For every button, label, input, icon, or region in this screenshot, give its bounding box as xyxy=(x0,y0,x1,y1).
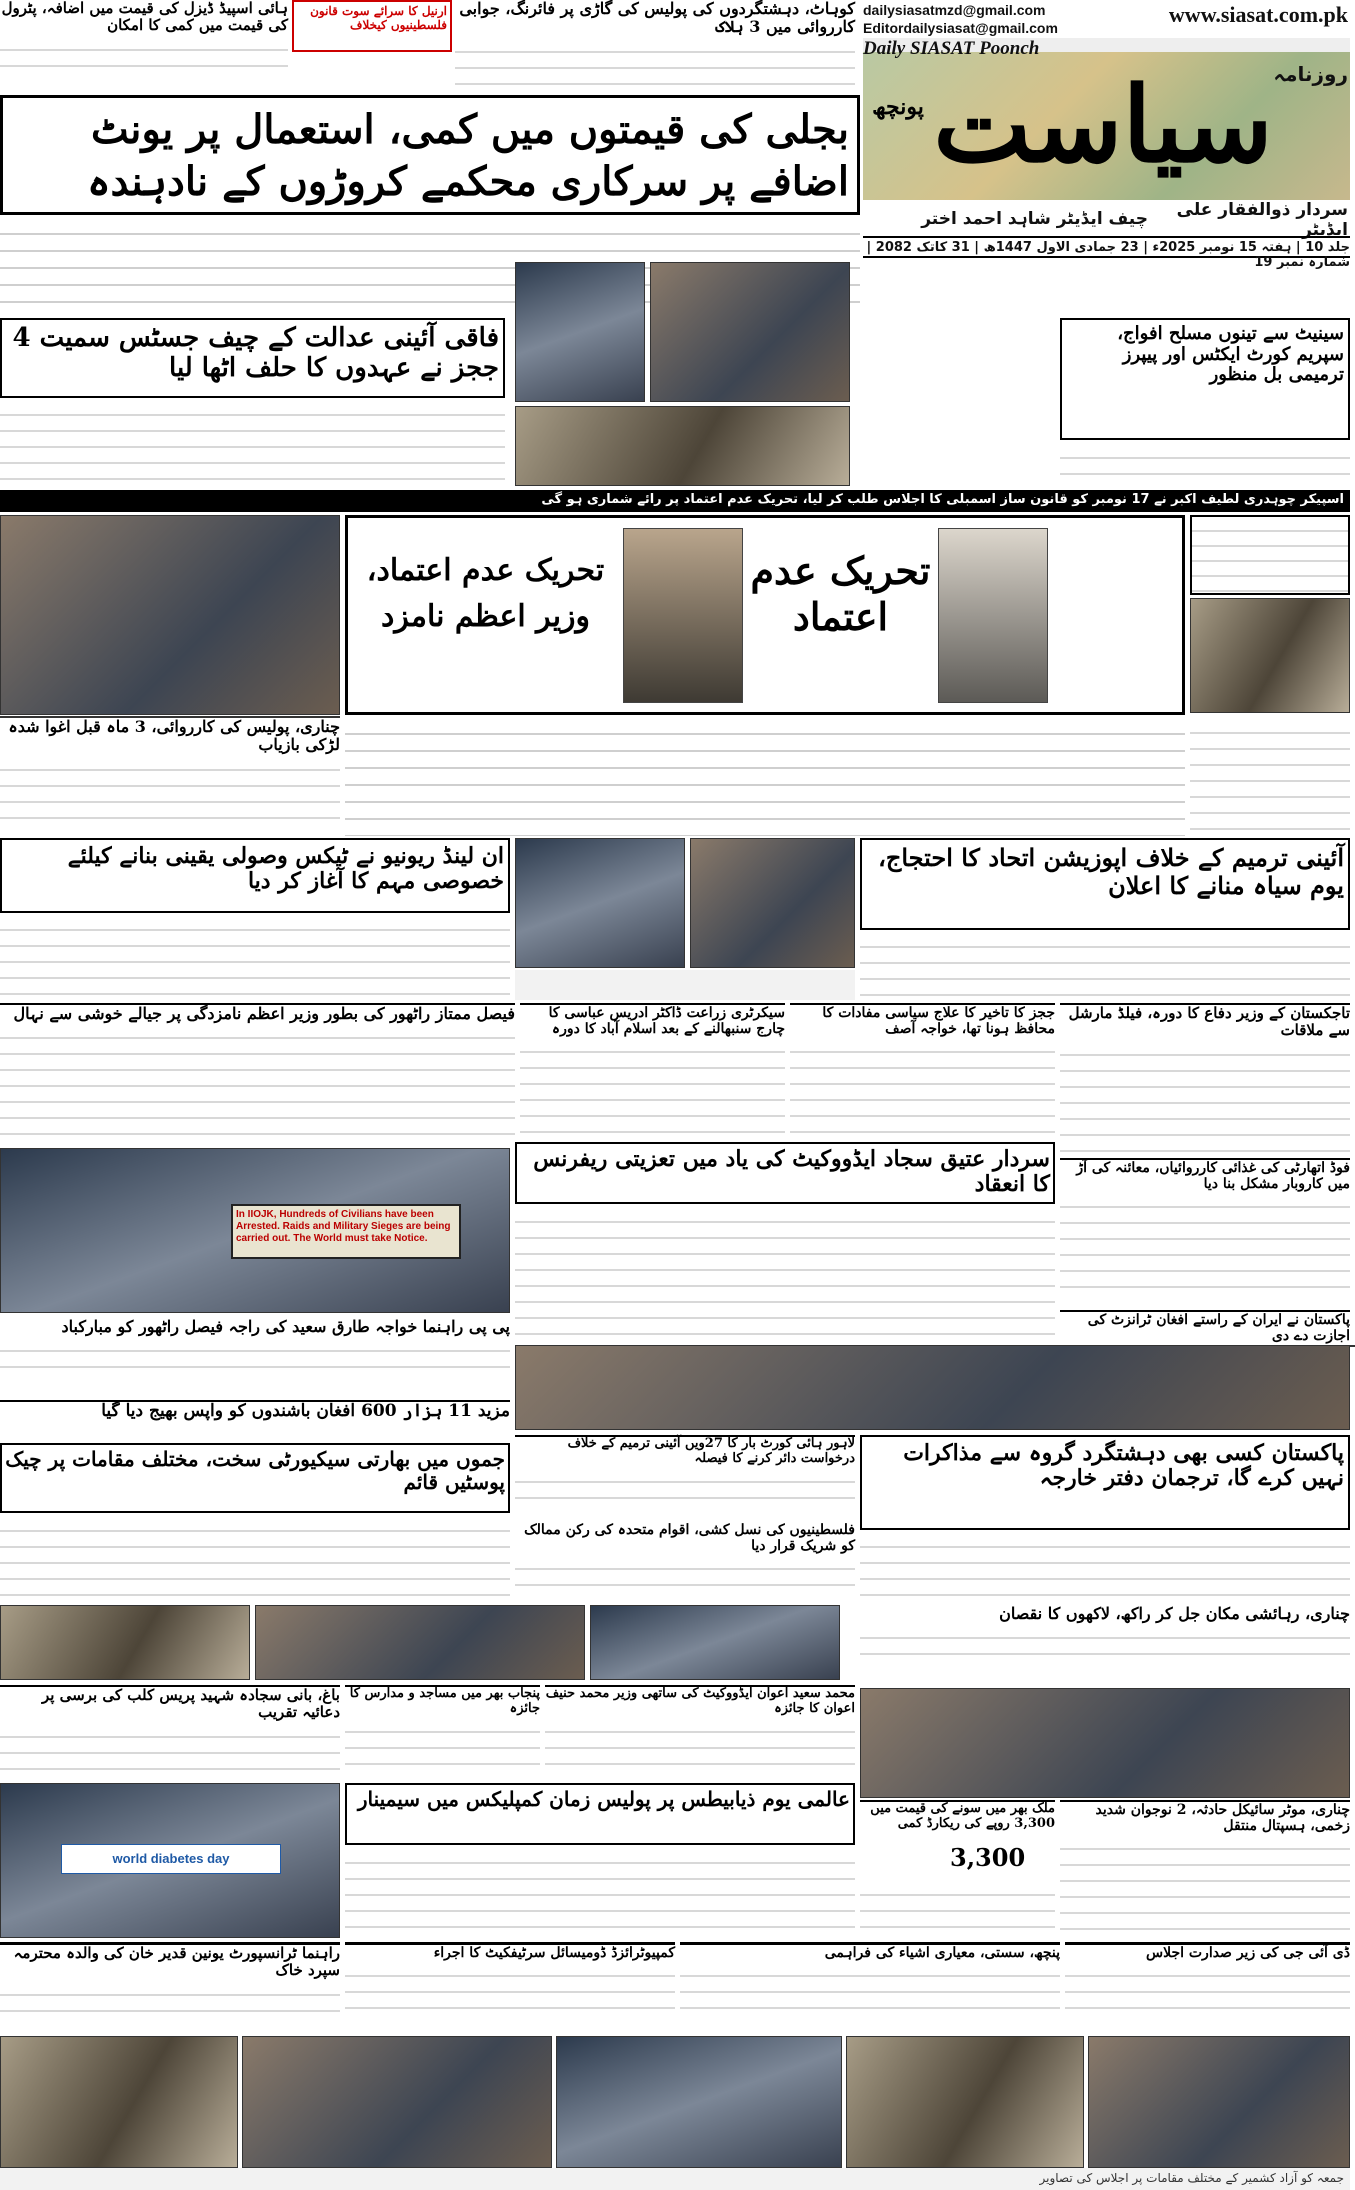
urdu-name: سیاست xyxy=(933,63,1273,186)
diabetes-banner xyxy=(61,1844,281,1874)
chief-editor: چیف ایڈیٹر شاہد احمد اختر xyxy=(921,209,1148,229)
diabetes-headline: عالمی یوم ذیابیطس پر پولیس زمان کمپلیکس میں سیمینار xyxy=(357,1787,850,1811)
bagh-body xyxy=(0,1722,340,1772)
pak-us-body xyxy=(1192,517,1348,593)
dig-headline: ڈی آئی جی کی زیر صدارت اجلاس xyxy=(1146,1945,1350,1961)
jammu-headline: جموں میں بھارتی سیکیورٹی سخت، مختلف مقامات پر چیک پوسٹیں قائم xyxy=(5,1447,505,1494)
meeting-photo-1 xyxy=(0,1605,250,1680)
diabetes-body xyxy=(345,1848,855,1938)
bottom-photo-strip xyxy=(0,2036,1350,2166)
opposition-story[interactable] xyxy=(860,838,1350,930)
jammu-story[interactable] xyxy=(0,1443,510,1513)
oath-body xyxy=(0,400,505,490)
pak-us-story[interactable] xyxy=(1190,515,1350,595)
domicile-story[interactable] xyxy=(345,1942,675,2032)
inland-revenue-headline: ان لینڈ ریونیو نے ٹیکس وصولی یقینی بنانے کیلئے خصوصی مہم کا آغاز کر دیا xyxy=(67,843,504,895)
afghan-return-headline: مزید 11 ہزار 600 افغان باشندوں کو واپس بھیج دیا گیا xyxy=(101,1401,510,1421)
lead-photo-right xyxy=(1190,598,1350,713)
diabetes-story[interactable] xyxy=(345,1783,855,1845)
senate-story[interactable] xyxy=(1060,318,1350,440)
top-story-3-headline: ہائی اسپیڈ ڈیزل کی قیمت میں اضافہ، پٹرول کی قیمت میں کمی کا امکان xyxy=(1,0,288,35)
inland-revenue-story[interactable] xyxy=(0,838,510,913)
candidate-photo-2 xyxy=(623,528,743,703)
supply-headline: پنچھ، سستی، معیاری اشیاء کی فراہمی xyxy=(824,1945,1060,1961)
meeting-photo-3 xyxy=(590,1605,840,1680)
supply-story[interactable] xyxy=(680,1942,1060,2032)
faisal-body xyxy=(0,1023,515,1138)
khawaja-story[interactable] xyxy=(790,1003,1055,1153)
lead-body xyxy=(345,718,1185,836)
email-2[interactable]: Editordailysiasat@gmail.com xyxy=(863,20,1058,36)
oath-headline: فاقی آئینی عدالت کے چیف جسٹس سمیت 4 ججز نے عہدوں کا حلف اٹھا لیا xyxy=(12,323,499,383)
bottom-photo-caption: جمعہ کو آزاد کشمیر کے مختلف مقامات پر اجلاس کی تصاویر xyxy=(0,2168,1350,2190)
bagh-headline: باغ، بانی سجادہ شہید پریس کلب کی برسی پر دعائیہ تقریب xyxy=(42,1686,340,1722)
saeed-awan-story[interactable] xyxy=(545,1685,855,1780)
top-story-1[interactable] xyxy=(455,0,855,90)
punjab-story[interactable] xyxy=(345,1685,540,1780)
reference-story[interactable] xyxy=(515,1142,1055,1204)
top-story-3-body xyxy=(0,35,288,80)
dig-body xyxy=(1065,1961,1350,2009)
bottom-photo-3 xyxy=(556,2036,842,2168)
ppp-body xyxy=(0,1336,510,1381)
lhc-body xyxy=(515,1467,855,1512)
candidate-photo-1 xyxy=(938,528,1048,703)
lead-headline-box xyxy=(345,515,1185,715)
masthead xyxy=(863,0,1350,270)
urdu-daily: روزنامہ xyxy=(1273,62,1348,86)
bottom-photo-5 xyxy=(1088,2036,1350,2168)
photo-meeting-3 xyxy=(515,406,850,486)
ppp-story[interactable] xyxy=(0,1318,510,1398)
faisal-story[interactable] xyxy=(0,1003,515,1153)
inland-body xyxy=(0,915,510,1000)
oath-story[interactable] xyxy=(0,318,505,398)
transport-headline: راہنما ٹرانسپورٹ یونین قدیر خان کی والدہ محترمہ سپرد خاک xyxy=(13,1944,340,1980)
bagh-story[interactable] xyxy=(0,1685,340,1780)
top-story-3[interactable] xyxy=(0,0,288,90)
mid-right-body xyxy=(1190,718,1350,836)
main-headline[interactable]: بجلی کی قیمتوں میں کمی، استعمال پر یونٹ اضافے پر سرکاری محکمے کروڑوں کے نادہندہ xyxy=(87,106,849,205)
khawaja-headline: ججز کا تاخیر کا علاج سیاسی مفادات کا محافظ ہونا تھا، خواجہ آصف xyxy=(822,1005,1055,1038)
gold-price: 3,300 xyxy=(950,1843,1026,1872)
editor-line: سردار ذوالفقار علی ایڈیٹر xyxy=(1176,200,1348,240)
bottom-photo-2 xyxy=(242,2036,551,2168)
lhc-headline: لاہور ہائی کورٹ بار کا 27ویں آئینی ترمیم کے خلاف درخواست دائر کرنے کا فیصلہ xyxy=(567,1436,855,1466)
house-fire-headline: چناری، رہائشی مکان جل کر راکھ، لاکھوں کا نقصان xyxy=(999,1604,1350,1623)
bottom-photo-1 xyxy=(0,2036,238,2168)
palestine-headline: فلسطینیوں کی نسل کشی، اقوام متحدہ کی رکن ممالک کو شریک قرار دیا xyxy=(524,1522,855,1555)
protest-banner xyxy=(231,1204,461,1259)
secretary-story[interactable] xyxy=(520,1003,785,1153)
reference-headline: سردار عتیق سجاد ایڈووکیٹ کی یاد میں تعزیتی ریفرنس کا انعقاد xyxy=(533,1146,1050,1198)
opposition-body xyxy=(860,932,1350,1000)
domicile-body xyxy=(345,1961,675,2009)
domicile-headline: کمپیوٹرائزڈ ڈومیسائل سرٹیفکیٹ کا اجراء xyxy=(433,1945,675,1961)
faisal-headline: فیصل ممتاز راٹھور کی بطور وزیر اعظم نامزدگی پر جیالے خوشی سے نہال xyxy=(13,1004,515,1023)
jammu-body xyxy=(0,1516,510,1601)
lead-photo-left xyxy=(0,515,340,715)
photo-oppo-2 xyxy=(690,838,855,968)
lhc-story[interactable] xyxy=(515,1435,855,1520)
transport-story[interactable] xyxy=(0,1942,340,2032)
tajik-body xyxy=(1060,1040,1350,1155)
dig-story[interactable] xyxy=(1065,1942,1350,2032)
transport-body xyxy=(0,1980,340,2025)
foreign-office-headline: پاکستان کسی بھی دہشتگرد گروہ سے مذاکرات نہیں کرے گا، ترجمان دفتر خارجہ xyxy=(903,1440,1344,1492)
seminar-photo-strip xyxy=(515,1345,1350,1430)
food-body xyxy=(1060,1192,1350,1297)
afghan-transit-headline: پاکستان نے ایران کے راستے افغان ٹرانزٹ کی اجازت دے دی xyxy=(1087,1312,1350,1345)
opposition-headline: آئینی ترمیم کے خلاف اپوزیشن اتحاد کا احتجاج، یوم سیاہ منانے کا اعلان xyxy=(878,843,1344,900)
chinari-headline: چناری، پولیس کی کارروائی، 3 ماہ قبل اغوا شدہ لڑکی بازیاب xyxy=(8,717,340,755)
top-story-2-headline: ارنیل کا سرائے سوت قانون فلسطینیوں کیخلاف xyxy=(310,4,447,32)
saeed-awan-headline: محمد سعید اعوان ایڈووکیٹ کی ساتھی وزیر محمد حنیف اعوان کا جائزہ xyxy=(545,1686,855,1716)
punjab-headline: پنجاب بھر میں مساجد و مدارس کا جائزہ xyxy=(349,1686,540,1716)
secretary-body xyxy=(520,1037,785,1142)
saeed-awan-body xyxy=(545,1717,855,1767)
website-url[interactable]: www.siasat.com.pk xyxy=(1168,2,1348,27)
gold-headline: ملک بھر میں سونے کی قیمت میں 3,300 روپے کی ریکارڈ کمی xyxy=(870,1801,1055,1831)
punjab-body xyxy=(345,1717,540,1767)
senate-headline: سینیٹ سے تینوں مسلح افواج، سپریم کورٹ ایکٹس اور پیپرز ترمیمی بل منظور xyxy=(1117,323,1344,386)
gold-story[interactable] xyxy=(860,1800,1055,1938)
photo-meeting-2 xyxy=(650,262,850,402)
lead-strip: اسپیکر چوہدری لطیف اکبر نے 17 نومبر کو قانون ساز اسمبلی کا اجلاس طلب کر لیا، تحریک عدم اعتماد پر رائے شماری ہو گی xyxy=(0,490,1350,512)
house-fire-body xyxy=(860,1623,1350,1665)
diabetes-photo xyxy=(0,1783,340,1938)
ppp-headline: پی پی راہنما خواجہ طارق سعید کی راجہ فیصل راٹھور کو مبارکباد xyxy=(61,1317,510,1336)
palestine-story[interactable] xyxy=(515,1522,855,1602)
photo-oppo-caption xyxy=(515,970,855,1000)
protest-banner-text: In IIOJK, Hundreds of Civilians have been Arrested. Raids and Military Sieges are being carried out. The World must take Notice. xyxy=(236,1209,451,1244)
senate-body xyxy=(1060,443,1350,483)
tajik-story[interactable] xyxy=(1060,1003,1350,1153)
afghan-return-story[interactable] xyxy=(0,1400,510,1440)
khawaja-body xyxy=(790,1037,1055,1142)
motorcycle-body xyxy=(1060,1834,1350,1932)
photo-oppo-1 xyxy=(515,838,685,968)
lead-headline-left[interactable]: تحریک عدم اعتماد، وزیر اعظم نامزد xyxy=(366,553,605,634)
chinari-story[interactable] xyxy=(0,718,340,836)
tajik-headline: تاجکستان کے وزیر دفاع کا دورہ، فیلڈ مارشل سے ملاقات xyxy=(1068,1004,1350,1040)
english-name: Daily SIASAT Poonch xyxy=(863,38,1040,59)
meeting-photo-2 xyxy=(255,1605,585,1680)
supply-body xyxy=(680,1961,1060,2009)
main-headline-box xyxy=(0,95,860,215)
palestine-body xyxy=(515,1554,855,1592)
top-story-2[interactable] xyxy=(292,0,452,52)
lead-headline-right[interactable]: تحریک عدم اعتماد xyxy=(750,548,931,639)
chinari-body xyxy=(0,755,340,833)
secretary-headline: سیکرٹری زراعت ڈاکٹر ادریس عباسی کا چارج سنبھالنے کے بعد اسلام آباد کا دورہ xyxy=(548,1005,785,1038)
bottom-photo-4 xyxy=(846,2036,1084,2168)
motorcycle-story[interactable] xyxy=(1060,1800,1350,1938)
reference-body xyxy=(515,1207,1055,1342)
leaders-photo xyxy=(860,1688,1350,1798)
issue-line: جلد 10 | ہفتہ 15 نومبر 2025ء | 23 جمادی الاول 1447ھ | 31 کاتک 2082 | شمارہ نمبر 19 xyxy=(863,236,1350,258)
urdu-sub: پونچھ xyxy=(872,94,924,120)
protest-photo xyxy=(0,1148,510,1313)
motorcycle-headline: چناری، موٹر سائیکل حادثہ، 2 نوجوان شدید زخمی، ہسپتال منتقل xyxy=(1095,1802,1350,1835)
house-fire-story[interactable] xyxy=(860,1605,1350,1685)
gold-body xyxy=(860,1880,1055,1938)
food-authority-story[interactable] xyxy=(1060,1158,1350,1308)
food-authority-headline: فوڈ اتھارٹی کی غذائی کارروائیاں، معائنہ کی آڑ میں کاروبار مشکل بنا دیا xyxy=(1076,1160,1350,1193)
top-story-1-body xyxy=(455,37,855,92)
photo-meeting-1 xyxy=(515,262,645,402)
foreign-office-body xyxy=(860,1532,1350,1602)
top-story-1-headline: کوہاٹ، دہشتگردوں کی پولیس کی گاڑی پر فائرنگ، جوابی کارروائی میں 3 ہلاک xyxy=(459,0,855,37)
email-1[interactable]: dailysiasatmzd@gmail.com xyxy=(863,2,1046,18)
diabetes-banner-text: world diabetes day xyxy=(112,1851,230,1866)
foreign-office-story[interactable] xyxy=(860,1435,1350,1530)
